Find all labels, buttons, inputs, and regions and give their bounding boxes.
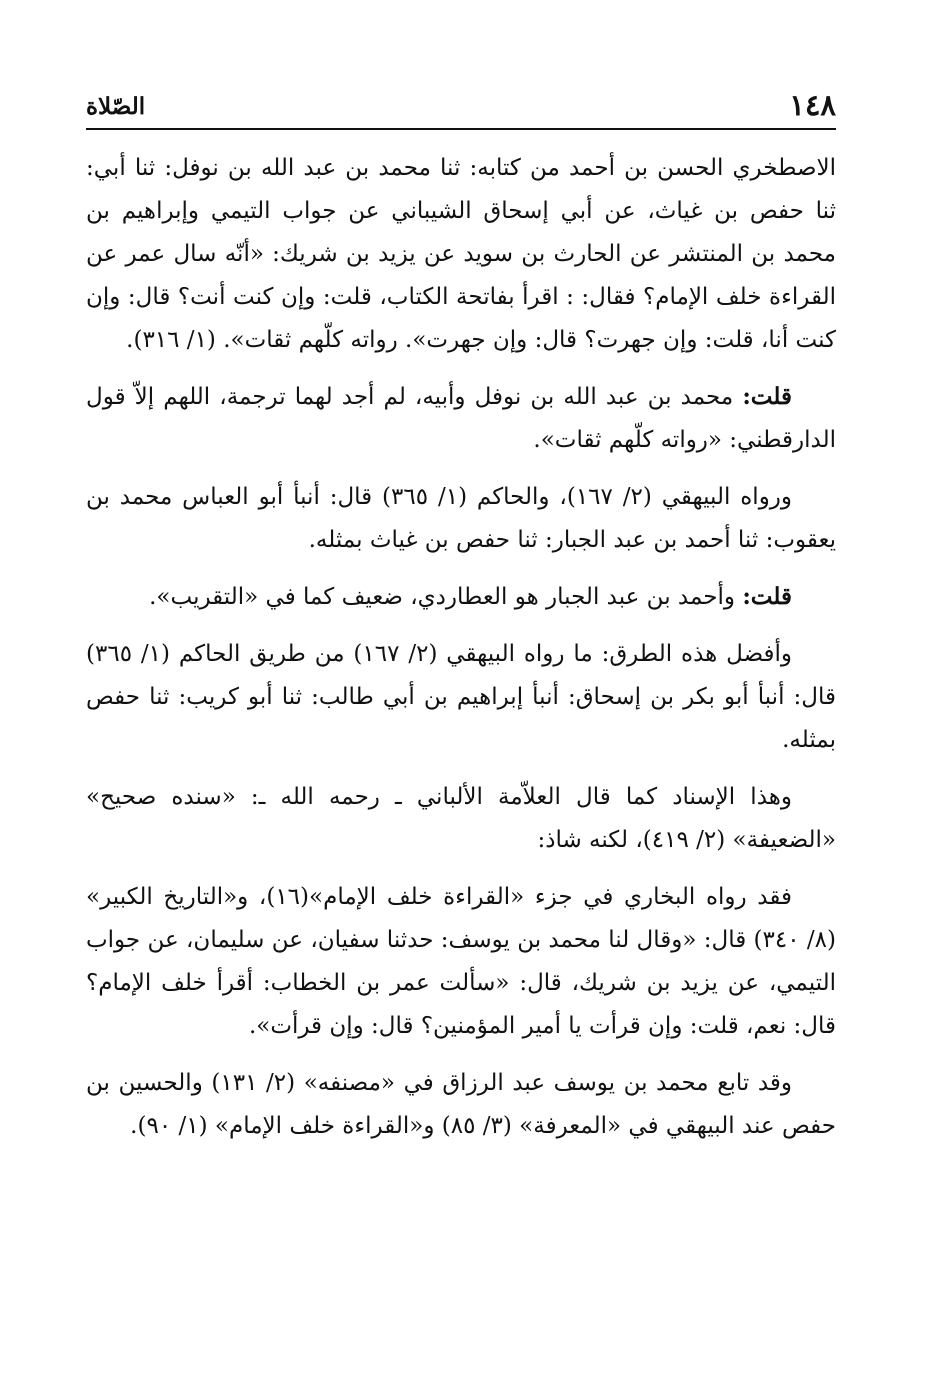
running-title: الصّلاة [86,93,146,120]
paragraph-6 [86,775,836,862]
paragraph-text: ورواه البيهقي (٢/ ١٦٧)، والحاكم (١/ ٣٦٥) قال: أنبأ أبو العباس محمد بن يعقوب: ثنا أحمد بن عبد الجبار: ثنا حفص بن غياث بمثله. [86,484,836,553]
paragraph-4 [86,575,836,619]
paragraph-3 [86,475,836,562]
paragraph-lead: قلت: [742,583,792,610]
page-body [86,146,836,1161]
paragraph-text: وأحمد بن عبد الجبار هو العطاردي، ضعيف كما في «التقريب». [149,584,743,610]
paragraph-1 [86,146,836,362]
paragraph-5 [86,632,836,762]
page-header [86,84,836,128]
paragraph-8 [86,1061,836,1148]
paragraph-text: محمد بن عبد الله بن نوفل وأبيه، لم أجد لهما ترجمة، اللهم إلاّ قول الدارقطني: «رواته كلّهم ثقات». [86,384,836,453]
paragraph-lead: قلت: [742,383,792,410]
page-number: ١٤٨ [789,88,836,122]
paragraph-text: وأفضل هذه الطرق: ما رواه البيهقي (٢/ ١٦٧) من طريق الحاكم (١/ ٣٦٥) قال: أنبأ أبو بكر بن إسحاق: أنبأ إبراهيم بن أبي طالب: ثنا أبو كريب: ثنا حفص بمثله. [86,641,836,753]
paragraph-text: فقد رواه البخاري في جزء «القراءة خلف الإمام»(١٦)، و«التاريخ الكبير» (٨/ ٣٤٠) قال: «وقال لنا محمد بن يوسف: حدثنا سفيان، عن سليمان، عن جواب التيمي، عن يزيد بن شريك، قال: «سألت عمر بن الخطاب: أقرأ خلف الإمام؟ قال: نعم، قلت: وإن قرأت يا أمير المؤمنين؟ قال: وإن قرأت». [86,884,837,1039]
paragraph-text: وهذا الإسناد كما قال العلاّمة الألباني ـ رحمه الله ـ: «سنده صحيح» «الضعيفة» (٢/ ٤١٩)، لكنه شاذ: [86,784,836,853]
paragraph-text: الاصطخري الحسن بن أحمد من كتابه: ثنا محمد بن عبد الله بن نوفل: ثنا أبي: ثنا حفص بن غياث، عن أبي إسحاق الشيباني عن جواب التيمي وإبراهيم بن محمد بن المنتشر عن الحارث بن سويد عن يزيد بن شريك: «أنّه سال عمر عن القراءة خلف الإمام؟ فقال: : اقرأ بفاتحة الكتاب، قلت: وإن كنت أنت؟ قال: وإن كنت أنا، قلت: وإن جهرت؟ قال: وإن جهرت». رواته كلّهم ثقات». (١/ ٣١٦). [86,155,836,353]
header-divider [86,128,836,130]
paragraph-text: وقد تابع محمد بن يوسف عبد الرزاق في «مصنفه» (٢/ ١٣١) والحسين بن حفص عند البيهقي في «المعرفة» (٣/ ٨٥) و«القراءة خلف الإمام» (١/ ٩٠). [86,1070,836,1139]
paragraph-2 [86,375,836,462]
paragraph-7 [86,875,836,1048]
